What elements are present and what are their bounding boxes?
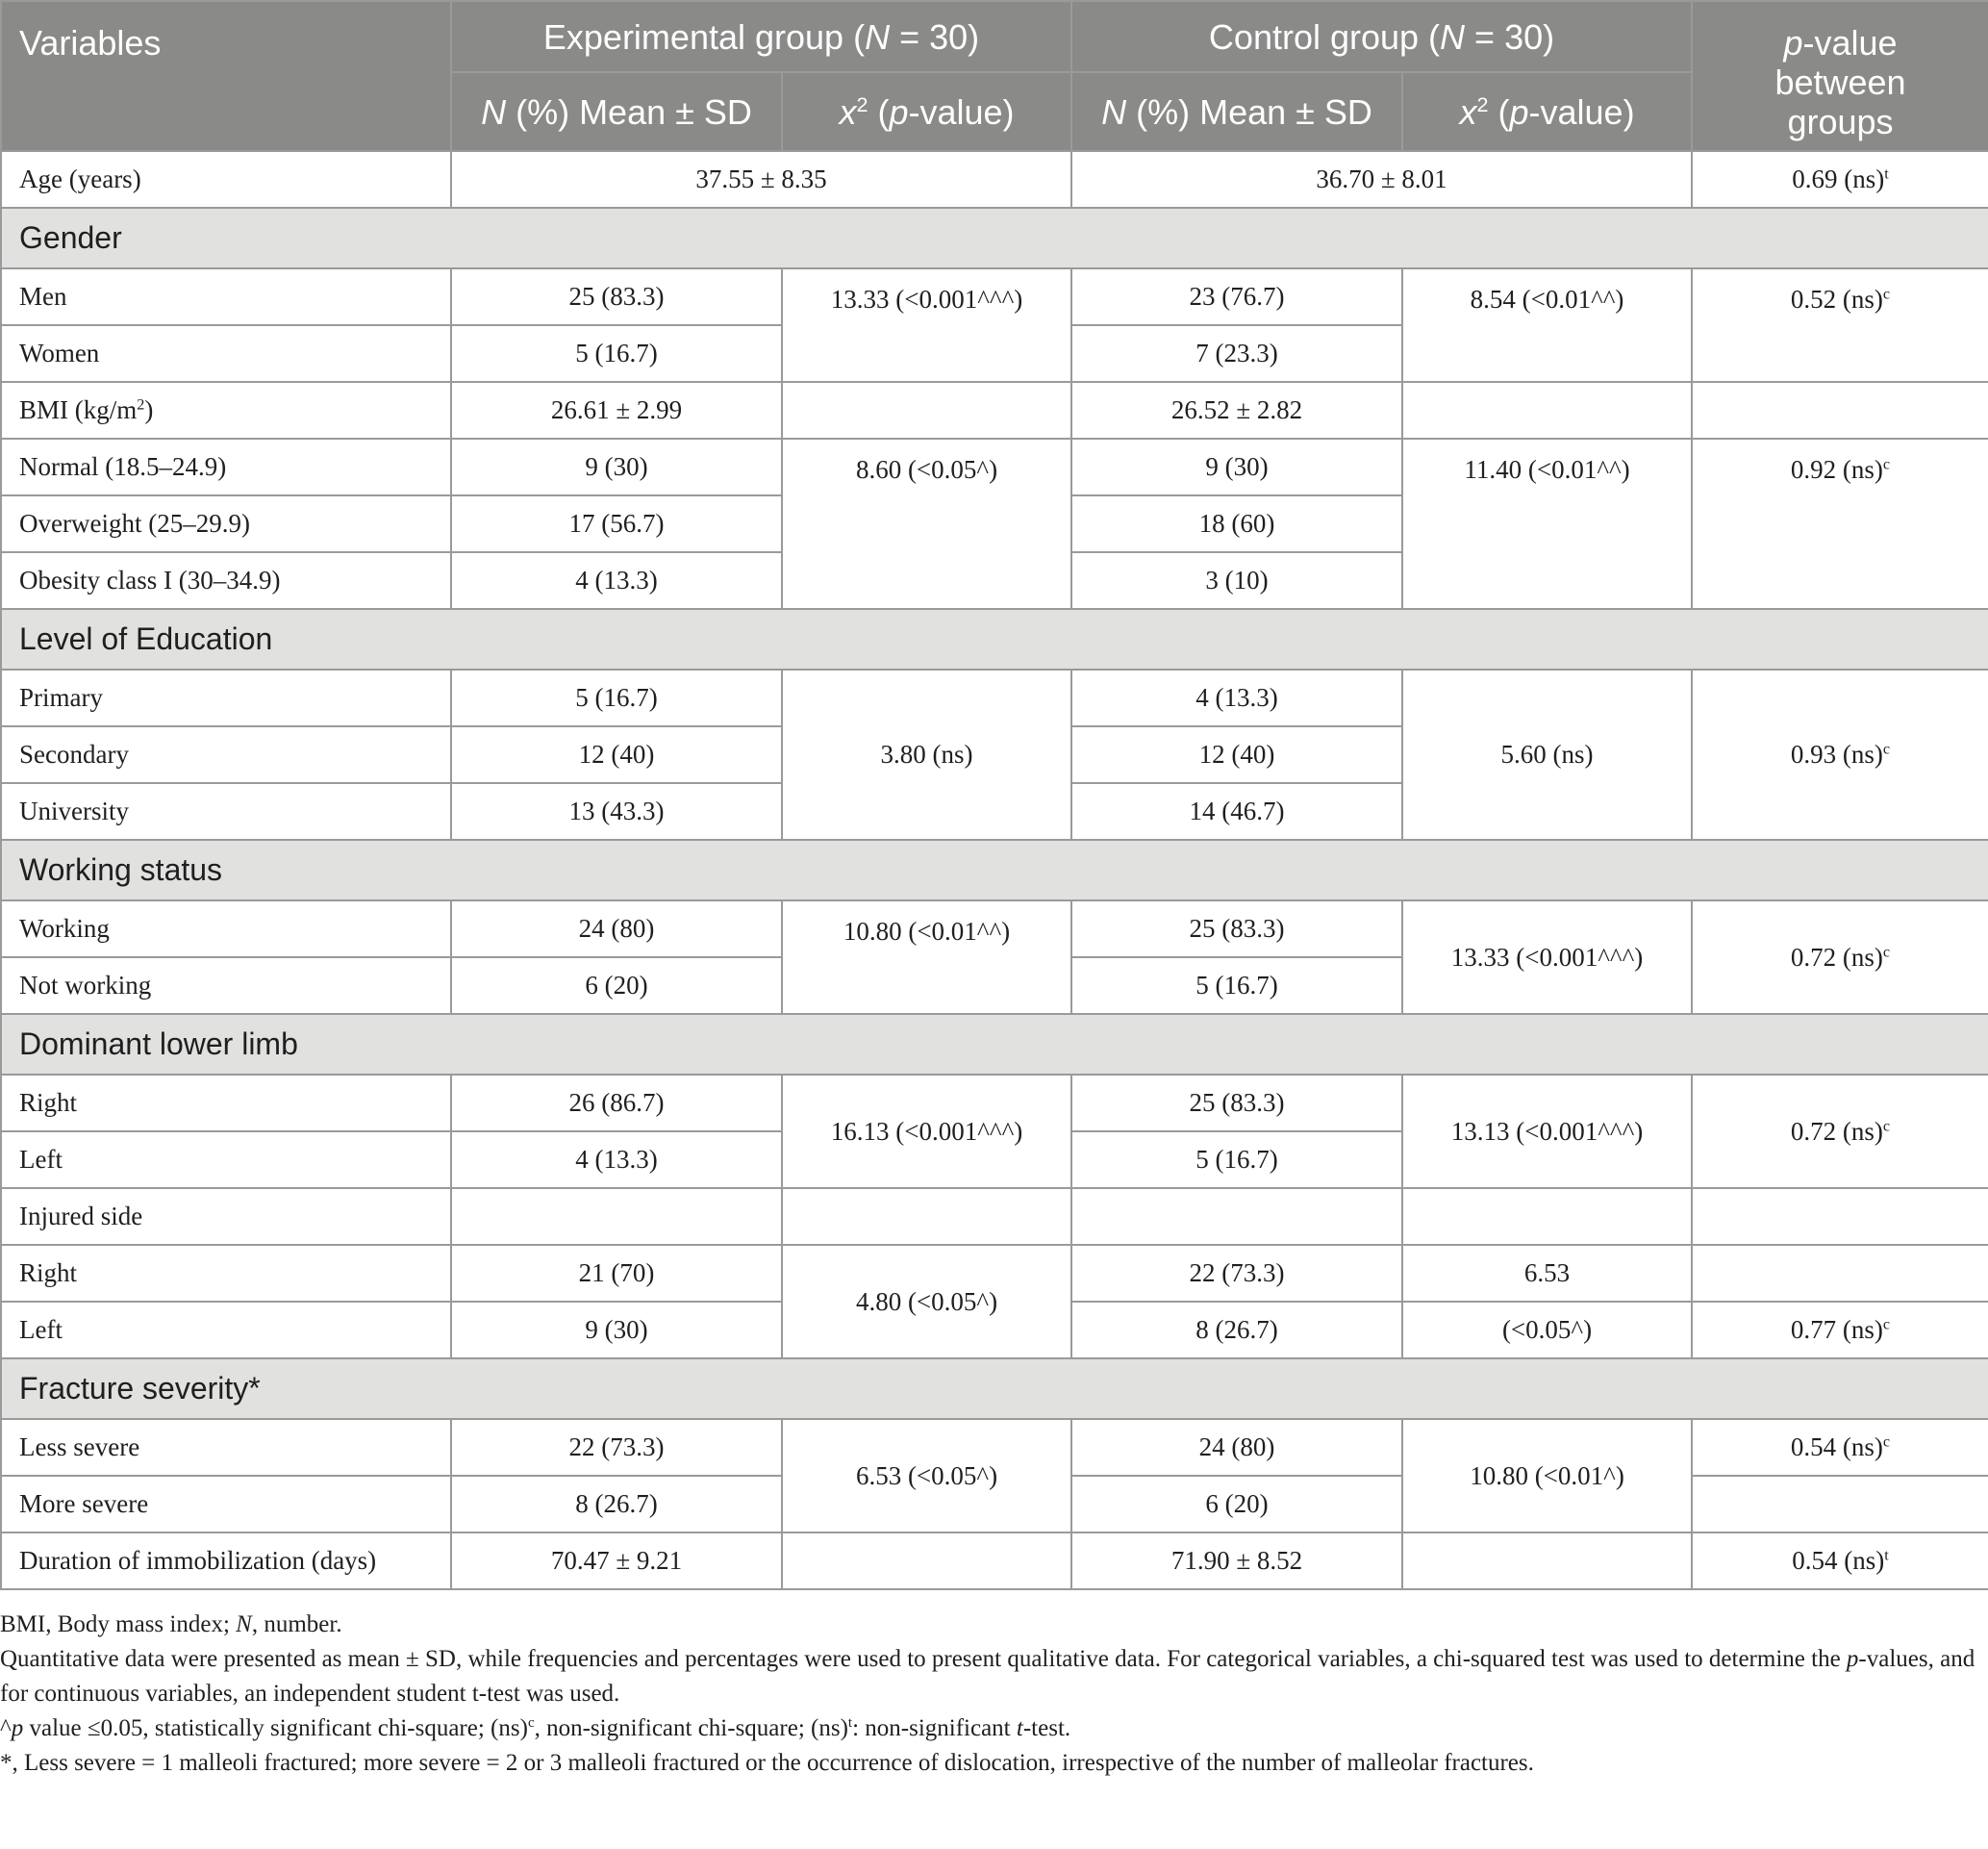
cell-value: 13 (43.3): [451, 783, 782, 840]
frac-p: 0.54 (ns)$^c$: [1692, 1419, 1988, 1476]
footnote-abbrev: BMI, Body mass index; N, number.: [0, 1611, 342, 1637]
cell-value: 8 (26.7): [1071, 1302, 1402, 1358]
gender-ctrl-chi: 8.54 (<0.01^^): [1402, 268, 1692, 382]
inj-ctrl-chi-value: 6.53: [1402, 1245, 1692, 1302]
bmi-p: 0.92 (ns)$^c$: [1692, 439, 1988, 609]
dom-exp-chi: 16.13 (<0.001^^^): [782, 1075, 1071, 1188]
section-title: Fracture severity*: [1, 1358, 1988, 1419]
age-ctrl: 36.70 ± 8.01: [1071, 151, 1692, 208]
header-control-group: Control group (N = 30): [1071, 1, 1692, 72]
section-title: Level of Education: [1, 609, 1988, 670]
inj-p: 0.77 (ns)$^c$: [1692, 1302, 1988, 1358]
cell-value: 18 (60): [1071, 495, 1402, 552]
edu-p: 0.93 (ns)$^c$: [1692, 670, 1988, 840]
cell-value: 9 (30): [451, 1302, 782, 1358]
row-label: Women: [1, 325, 451, 382]
cell-value: 70.47 ± 9.21: [451, 1532, 782, 1589]
gender-p: 0.52 (ns)$^c$: [1692, 268, 1988, 382]
cell-value: 21 (70): [451, 1245, 782, 1302]
cell-value: 3 (10): [1071, 552, 1402, 609]
cell-value: 14 (46.7): [1071, 783, 1402, 840]
duration-p: 0.54 (ns)$^t$: [1692, 1532, 1988, 1589]
cell-value: 71.90 ± 8.52: [1071, 1532, 1402, 1589]
cell-empty: [1692, 1476, 1988, 1532]
cell-empty: [1402, 1188, 1692, 1245]
cell-value: 23 (76.7): [1071, 268, 1402, 325]
header-experimental-group: Experimental group (N = 30): [451, 1, 1071, 72]
row-label: Injured side: [1, 1188, 451, 1245]
table-footnotes: [0, 1590, 1988, 1781]
row-label: Left: [1, 1302, 451, 1358]
cell-value: 26.61 ± 2.99: [451, 382, 782, 439]
row-label: More severe: [1, 1476, 451, 1532]
section-title: Dominant lower limb: [1, 1014, 1988, 1075]
header-exp-chi: $x^2$ (p-value): [782, 72, 1071, 151]
cell-value: 4 (13.3): [1071, 670, 1402, 726]
table-row: [1, 151, 1988, 208]
footnote-methods: Quantitative data were presented as mean ± SD, while frequencies and percentages were used to present qualitative data. For categorical variables, a chi-squared test was used to determine the p-values, and for continuous variables, an independent student t-test was used.: [0, 1646, 1975, 1707]
cell-value: 9 (30): [451, 439, 782, 495]
row-label: Age (years): [1, 151, 451, 208]
cell-value: 25 (83.3): [1071, 1075, 1402, 1131]
cell-empty: [1692, 382, 1988, 439]
cell-empty: [1402, 1532, 1692, 1589]
table-row: [1, 1245, 1988, 1302]
cell-empty: [1402, 382, 1692, 439]
frac-ctrl-chi: 10.80 (<0.01^): [1402, 1419, 1692, 1532]
row-label: Obesity class I (30–34.9): [1, 552, 451, 609]
header-exp-n-mean: N (%) Mean ± SD: [451, 72, 782, 151]
table-row: [1, 1188, 1988, 1245]
dom-p: 0.72 (ns)$^c$: [1692, 1075, 1988, 1188]
row-label: Working: [1, 900, 451, 957]
bmi-ctrl-chi: 11.40 (<0.01^^): [1402, 439, 1692, 609]
cell-value: 5 (16.7): [1071, 957, 1402, 1014]
cell-value: 25 (83.3): [1071, 900, 1402, 957]
row-label: Primary: [1, 670, 451, 726]
bmi-exp-chi: 8.60 (<0.05^): [782, 439, 1071, 609]
row-label: Secondary: [1, 726, 451, 783]
table-row: [1, 382, 1988, 439]
section-title: Gender: [1, 208, 1988, 268]
row-label: Not working: [1, 957, 451, 1014]
table-row: [1, 439, 1988, 495]
cell-value: 5 (16.7): [451, 325, 782, 382]
work-ctrl-chi: 13.33 (<0.001^^^): [1402, 900, 1692, 1014]
frac-exp-chi: 6.53 (<0.05^): [782, 1419, 1071, 1532]
section-header: [1, 1014, 1988, 1075]
edu-ctrl-chi: 5.60 (ns): [1402, 670, 1692, 840]
cell-value: 22 (73.3): [451, 1419, 782, 1476]
cell-value: 24 (80): [451, 900, 782, 957]
cell-value: 25 (83.3): [451, 268, 782, 325]
cell-value: 9 (30): [1071, 439, 1402, 495]
cell-value: 5 (16.7): [451, 670, 782, 726]
cell-empty: [782, 1532, 1071, 1589]
row-label: Right: [1, 1245, 451, 1302]
age-exp: 37.55 ± 8.35: [451, 151, 1071, 208]
work-p: 0.72 (ns)$^c$: [1692, 900, 1988, 1014]
cell-value: 17 (56.7): [451, 495, 782, 552]
row-label: Right: [1, 1075, 451, 1131]
dom-ctrl-chi: 13.13 (<0.001^^^): [1402, 1075, 1692, 1188]
row-label: Less severe: [1, 1419, 451, 1476]
cell-value: 26.52 ± 2.82: [1071, 382, 1402, 439]
footnote-severity: *, Less severe = 1 malleoli fractured; more severe = 2 or 3 malleoli fractured or the occurrence of dislocation, irrespective of the number of malleolar fractures.: [0, 1750, 1534, 1776]
cell-value: 12 (40): [451, 726, 782, 783]
table-row: [1, 268, 1988, 325]
row-label: Overweight (25–29.9): [1, 495, 451, 552]
row-label: Duration of immobilization (days): [1, 1532, 451, 1589]
cell-empty: [782, 382, 1071, 439]
cell-value: 5 (16.7): [1071, 1131, 1402, 1188]
cell-value: 12 (40): [1071, 726, 1402, 783]
cell-value: 22 (73.3): [1071, 1245, 1402, 1302]
cell-empty: [1692, 1188, 1988, 1245]
header-ctrl-n-mean: N (%) Mean ± SD: [1071, 72, 1402, 151]
cell-value: 6 (20): [1071, 1476, 1402, 1532]
cell-value: 7 (23.3): [1071, 325, 1402, 382]
inj-ctrl-chi-p: (<0.05^): [1402, 1302, 1692, 1358]
row-label: Normal (18.5–24.9): [1, 439, 451, 495]
row-label: University: [1, 783, 451, 840]
row-label: Men: [1, 268, 451, 325]
cell-empty: [1692, 1245, 1988, 1302]
cell-value: 4 (13.3): [451, 1131, 782, 1188]
row-label: BMI $(kg/m^2)$: [1, 382, 451, 439]
cell-value: 6 (20): [451, 957, 782, 1014]
footnote-significance: ^p value ≤0.05, statistically significant chi-square; (ns)$^c$, non-significant chi-square; (ns)$^t$: non-significant t-test.: [0, 1715, 1071, 1741]
inj-exp-chi: 4.80 (<0.05^): [782, 1245, 1071, 1358]
cell-value: 24 (80): [1071, 1419, 1402, 1476]
section-title: Working status: [1, 840, 1988, 900]
gender-exp-chi: 13.33 (<0.001^^^): [782, 268, 1071, 382]
edu-exp-chi: 3.80 (ns): [782, 670, 1071, 840]
table-row: [1, 1419, 1988, 1476]
row-label: Left: [1, 1131, 451, 1188]
header-ctrl-chi: $x^2$ (p-value): [1402, 72, 1692, 151]
section-header: [1, 840, 1988, 900]
cell-value: 4 (13.3): [451, 552, 782, 609]
cell-value: 26 (86.7): [451, 1075, 782, 1131]
section-header: [1, 609, 1988, 670]
table-row: [1, 1532, 1988, 1589]
table-row: [1, 670, 1988, 726]
cell-value: 8 (26.7): [451, 1476, 782, 1532]
header-pvalue-between: p-value between groups: [1692, 1, 1988, 151]
work-exp-chi: 10.80 (<0.01^^): [782, 900, 1071, 1014]
table-row: [1, 900, 1988, 957]
cell-empty: [782, 1188, 1071, 1245]
section-header: [1, 1358, 1988, 1419]
cell-empty: [1071, 1188, 1402, 1245]
age-p: 0.69 (ns)$^t$: [1692, 151, 1988, 208]
cell-empty: [451, 1188, 782, 1245]
header-variables: Variables: [1, 1, 451, 151]
section-header: [1, 208, 1988, 268]
table-row: [1, 1075, 1988, 1131]
